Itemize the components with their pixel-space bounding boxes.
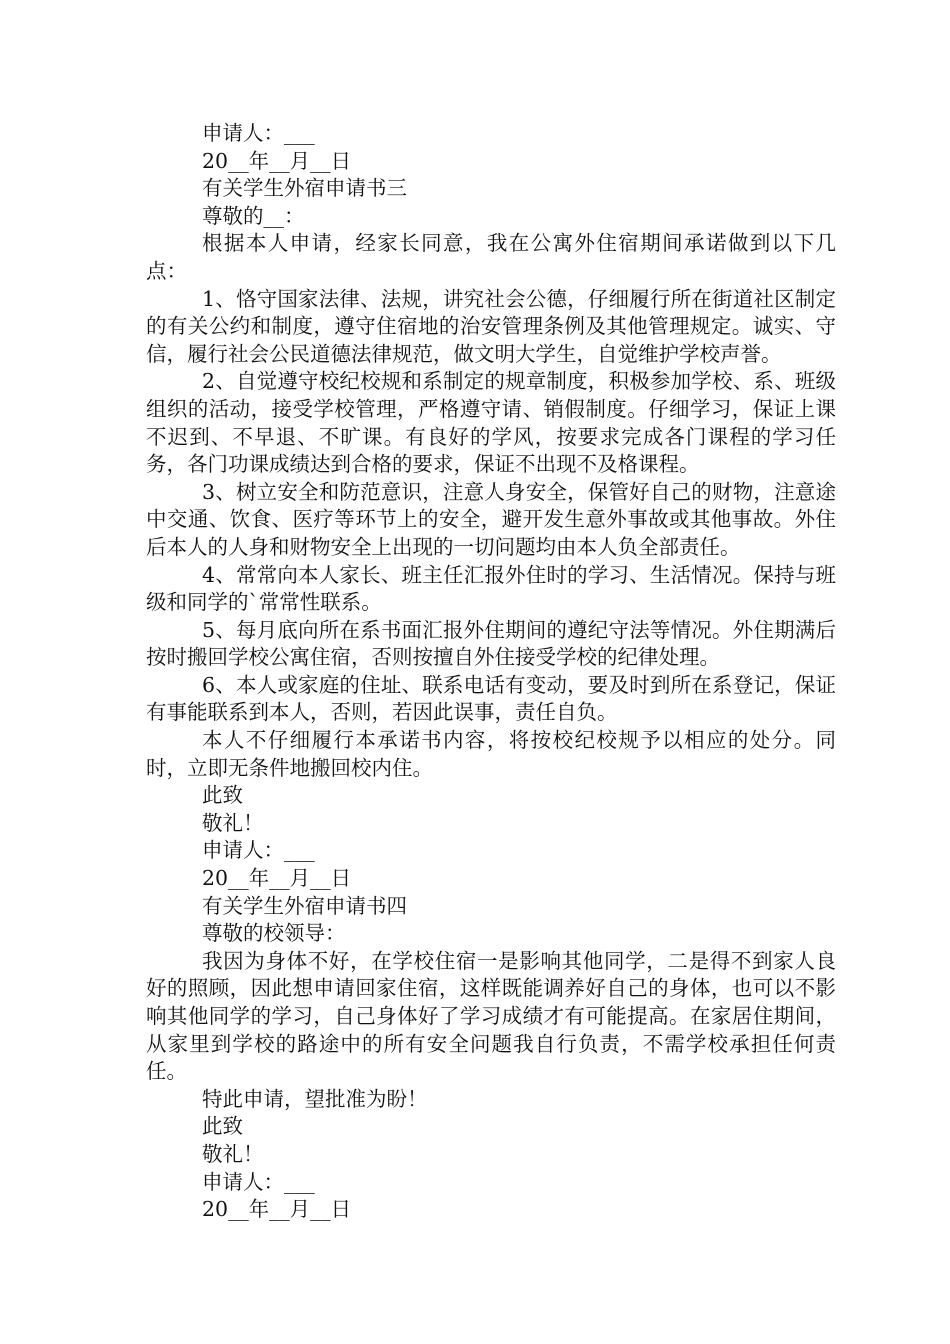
closing-jingli: 敬礼！ xyxy=(202,1141,264,1166)
item-3-paragraph: 3、树立安全和防范意识，注意人身安全，保管好自己的财物，注意途中交通、饮食、医疗等环节上的安全，避开发生意外事故或其他事故。外住后本人的人身和财物安全上出现的一切问题均由本人负全部责任。 xyxy=(146,479,836,559)
closing-cizhi: 此致 xyxy=(202,1114,243,1139)
salutation: 尊敬的校领导： xyxy=(202,921,346,946)
intro-paragraph: 根据本人申请，经家长同意，我在公寓外住宿期间承诺做到以下几点： xyxy=(146,231,836,283)
item-2-paragraph: 2、自觉遵守校纪校规和系制定的规章制度，积极参加学校、系、班级组织的活动，接受学校管理，严格遵守请、销假制度。仔细学习，保证上课不迟到、不早退、不旷课。有良好的学风，按要求完成各门课程的学习任务，各门功课成绩达到合格的要求，保证不出现不及格课程。 xyxy=(146,369,836,477)
date-line: 20__年__月__日 xyxy=(202,866,352,891)
item-5-paragraph: 5、每月底向所在系书面汇报外住期间的遵纪守法等情况。外住期满后按时搬回学校公寓住宿，否则按擅自外住接受学校的纪律处理。 xyxy=(146,617,836,670)
date-line: 20__年__月__日 xyxy=(202,148,352,173)
closing-jingli: 敬礼！ xyxy=(202,810,264,835)
applicant-line: 申请人：___ xyxy=(202,838,315,863)
item-6-paragraph: 6、本人或家庭的住址、联系电话有变动，要及时到所在系登记，保证有事能联系到本人，否则，若因此误事，责任自负。 xyxy=(146,672,836,725)
section-title: 有关学生外宿申请书三 xyxy=(202,176,407,201)
commitment-paragraph: 本人不仔细履行本承诺书内容，将按校纪校规予以相应的处分。同时，立即无条件地搬回校内住。 xyxy=(146,728,836,780)
request-paragraph: 特此申请，望批准为盼！ xyxy=(202,1086,428,1111)
document-body xyxy=(146,120,836,1224)
closing-cizhi: 此致 xyxy=(202,783,243,808)
item-4-paragraph: 4、常常向本人家长、班主任汇报外住时的学习、生活情况。保持与班级和同学的`常常性联系。 xyxy=(146,562,836,615)
item-1-paragraph: 1、恪守国家法律、法规，讲究社会公德，仔细履行所在街道社区制定的有关公约和制度，遵守住宿地的治安管理条例及其他管理规定。诚实、守信，履行社会公民道德法律规范，做文明大学生，自觉维护学校声誉。 xyxy=(146,286,836,366)
reason-paragraph: 我因为身体不好，在学校住宿一是影响其他同学，二是得不到家人良好的照顾，因此想申请回家住宿，这样既能调养好自己的身体，也可以不影响其他同学的学习，自己身体好了学习成绩才有可能提高。在家居住期间，从家里到学校的路途中的所有安全问题我自行负责，不需学校承担任何责任。 xyxy=(146,948,836,1084)
section-title: 有关学生外宿申请书四 xyxy=(202,893,407,918)
applicant-line: 申请人：___ xyxy=(202,1169,315,1194)
date-line: 20__年__月__日 xyxy=(202,1197,352,1222)
applicant-line: 申请人：___ xyxy=(202,121,315,145)
salutation: 尊敬的__： xyxy=(202,203,305,228)
